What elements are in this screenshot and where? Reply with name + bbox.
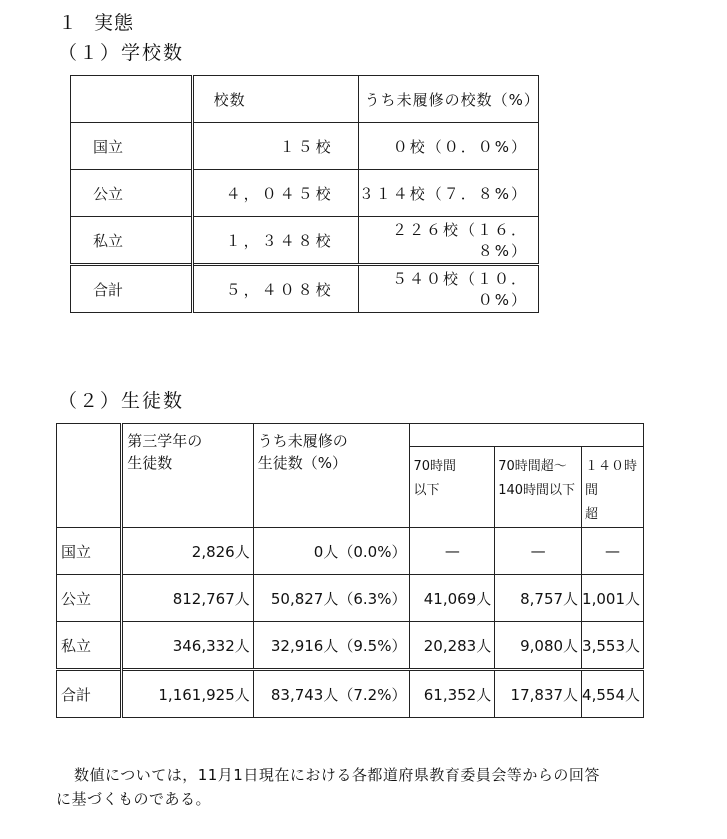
header-text: 以下 [413, 483, 440, 498]
unfinished-count-cell: ２２６校（１６．８%） [358, 217, 538, 265]
section-title: 実態 [94, 12, 135, 34]
over-140h-cell: 1,001人 [582, 575, 644, 622]
row-label: 国立 [71, 123, 193, 170]
third-year-cell: 1,161,925人 [122, 670, 253, 718]
unfinished-cell: 83,743人（7.2%） [253, 670, 410, 718]
header-text: １４０時 間 [585, 459, 638, 498]
unfinished-count-cell: ０校（０．０%） [358, 123, 538, 170]
row-label: 公立 [71, 170, 193, 217]
header-text: 生徒数 [127, 454, 173, 472]
footnote [56, 763, 666, 811]
section-heading [58, 8, 134, 35]
header-text: 70時間 [413, 459, 456, 474]
school-count-cell: ５，４０８校 [192, 265, 358, 313]
header-text: うち未履修の [257, 432, 348, 450]
section-number: １ [58, 12, 79, 34]
school-count-cell: １，３４８校 [192, 217, 358, 265]
table-row [57, 575, 644, 622]
student-section-title: （２）生徒数 [58, 390, 185, 412]
70h-or-less-cell: 20,283人 [410, 622, 495, 670]
header-cell-unfinished: うち未履修の校数（%） [358, 76, 538, 123]
unfinished-cell: 0人（0.0%） [253, 528, 410, 575]
table-row [71, 123, 539, 170]
70h-or-less-cell: 61,352人 [410, 670, 495, 718]
unfinished-count-cell: ５４０校（１０．０%） [358, 265, 538, 313]
table-header-row [71, 76, 539, 123]
row-label: 公立 [57, 575, 122, 622]
unfinished-count-cell: ３１４校（７．８%） [358, 170, 538, 217]
header-text: 140時間以下 [498, 483, 576, 498]
over-140h-cell: — [582, 528, 644, 575]
header-text: 第三学年の [127, 432, 203, 450]
header-text: 70時間超～ [498, 459, 567, 474]
row-label: 国立 [57, 528, 122, 575]
row-label: 合計 [57, 670, 122, 718]
table-header-row [57, 424, 644, 447]
school-count-cell: １５校 [192, 123, 358, 170]
header-cell-over-140h [582, 447, 644, 528]
header-cell-breakdown [410, 424, 644, 447]
third-year-cell: 2,826人 [122, 528, 253, 575]
70h-or-less-cell: — [410, 528, 495, 575]
header-text: 超 [585, 507, 599, 522]
over-140h-cell: 4,554人 [582, 670, 644, 718]
row-label: 私立 [71, 217, 193, 265]
unfinished-cell: 32,916人（9.5%） [253, 622, 410, 670]
70h-to-140h-cell: 8,757人 [495, 575, 582, 622]
70h-to-140h-cell: 17,837人 [495, 670, 582, 718]
70h-to-140h-cell: 9,080人 [495, 622, 582, 670]
table-total-row [57, 670, 644, 718]
70h-to-140h-cell: — [495, 528, 582, 575]
third-year-cell: 812,767人 [122, 575, 253, 622]
over-140h-cell: 3,553人 [582, 622, 644, 670]
70h-or-less-cell: 41,069人 [410, 575, 495, 622]
student-count-table [56, 423, 644, 718]
header-cell-third-year [122, 424, 253, 528]
header-cell-count: 校数 [192, 76, 358, 123]
header-cell-70h-or-less [410, 447, 495, 528]
row-label: 私立 [57, 622, 122, 670]
third-year-cell: 346,332人 [122, 622, 253, 670]
header-cell-70h-to-140h [495, 447, 582, 528]
school-count-cell: ４，０４５校 [192, 170, 358, 217]
table-total-row [71, 265, 539, 313]
table-row [71, 170, 539, 217]
school-count-table [70, 75, 539, 313]
header-text: 生徒数（%） [257, 454, 347, 472]
footnote-line: に基づくものである。 [56, 790, 212, 808]
table-row [71, 217, 539, 265]
header-cell-unfinished [253, 424, 410, 528]
school-section-title: （１）学校数 [58, 42, 185, 64]
header-cell-blank [57, 424, 122, 528]
row-label: 合計 [71, 265, 193, 313]
footnote-line: 数値については，11月1日現在における各都道府県教育委員会等からの回答 [74, 766, 600, 784]
header-cell-blank [71, 76, 193, 123]
unfinished-cell: 50,827人（6.3%） [253, 575, 410, 622]
table-row [57, 622, 644, 670]
table-row [57, 528, 644, 575]
